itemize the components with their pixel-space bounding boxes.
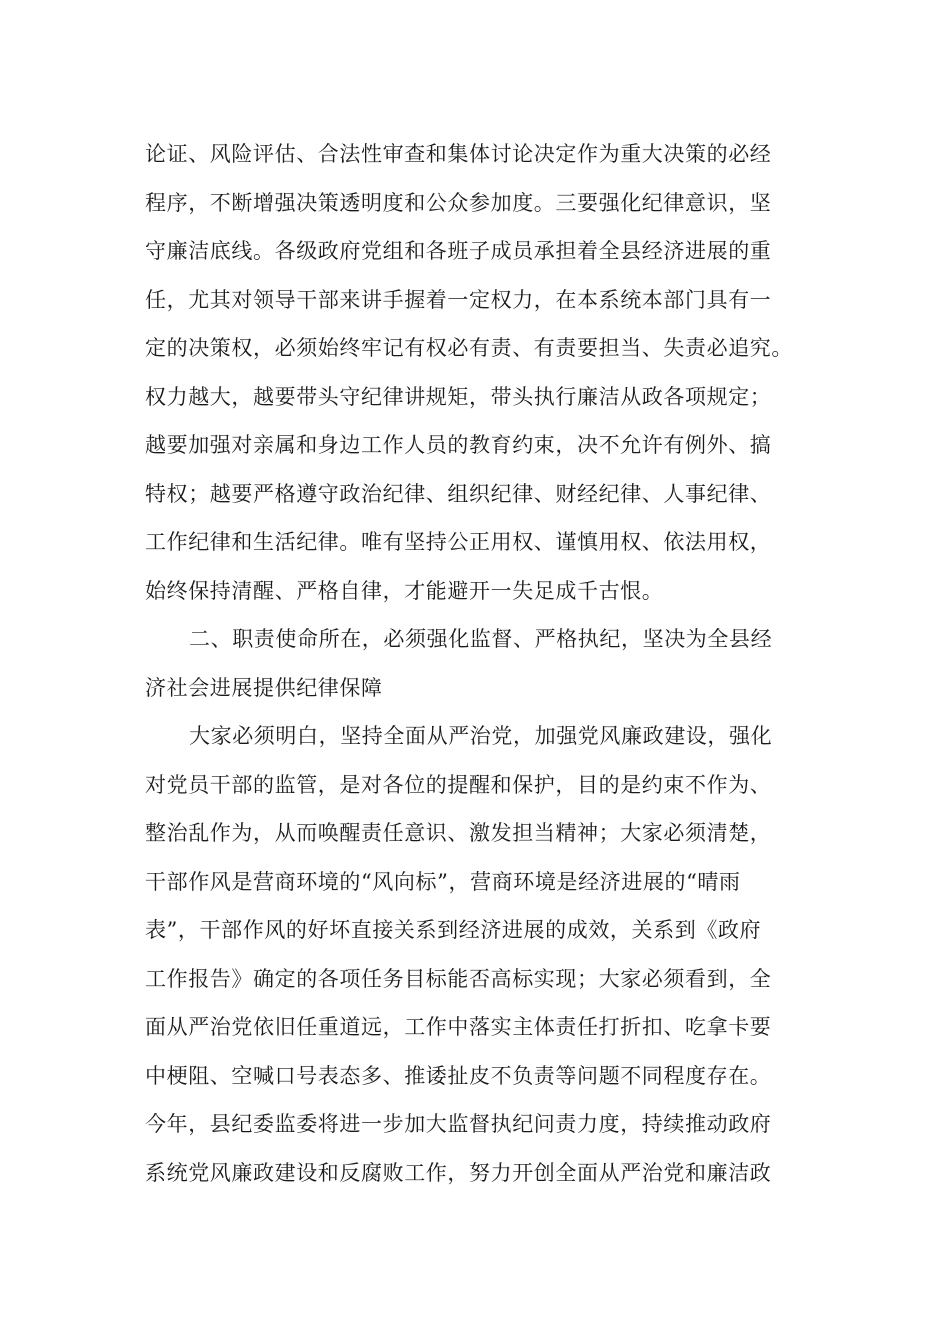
document-body xyxy=(145,130,810,1197)
text-line: 始终保持清醒、严格自律，才能避开一失足成千古恨。 xyxy=(145,578,664,603)
text-line: 工作报告》确定的各项任务目标能否高标实现；大家必须看到，全 xyxy=(145,966,772,991)
section-heading-line: 济社会进展提供纪律保障 xyxy=(145,675,383,700)
paragraph-first-line: 大家必须明白，坚持全面从严治党，加强党风廉政建设，强化 xyxy=(189,724,773,748)
text-line: 表”，干部作风的好坏直接关系到经济进展的成效，关系到《政府 xyxy=(145,918,762,942)
text-line: 定的决策权，必须始终牢记有权必有责、有责要担当、失责必追究。 xyxy=(145,336,793,360)
text-line: 对党员干部的监管，是对各位的提醒和保护，目的是约束不作为、 xyxy=(145,772,772,797)
text-line: 系统党风廉政建设和反腐败工作，努力开创全面从严治党和廉洁政 xyxy=(145,1160,772,1185)
text-line: 今年，县纪委监委将进一步加大监督执纪问责力度，持续推动政府 xyxy=(145,1112,772,1136)
text-line: 程序，不断增强决策透明度和公众参加度。三要强化纪律意识，坚 xyxy=(145,190,772,215)
section-heading-line: 二、职责使命所在，必须强化监督、严格执纪，坚决为全县经 xyxy=(189,627,773,651)
text-line: 越要加强对亲属和身边工作人员的教育约束，决不允许有例外、搞 xyxy=(145,433,772,457)
text-line: 任，尤其对领导干部来讲手握着一定权力，在本系统本部门具有一 xyxy=(145,287,772,312)
text-line: 整治乱作为，从而唤醒责任意识、激发担当精神；大家必须清楚， xyxy=(145,821,772,845)
text-line: 权力越大，越要带头守纪律讲规矩，带头执行廉洁从政各项规定； xyxy=(145,384,772,409)
text-line: 干部作风是营商环境的“风向标”，营商环境是经济进展的“晴雨 xyxy=(145,869,741,894)
text-line: 守廉洁底线。各级政府党组和各班子成员承担着全县经济进展的重 xyxy=(145,239,772,263)
text-line: 中梗阻、空喊口号表态多、推诿扯皮不负责等问题不同程度存在。 xyxy=(145,1063,772,1088)
text-line: 特权；越要严格遵守政治纪律、组织纪律、财经纪律、人事纪律、 xyxy=(145,481,772,506)
text-line: 论证、风险评估、合法性审查和集体讨论决定作为重大决策的必经 xyxy=(145,142,772,166)
text-line: 工作纪律和生活纪律。唯有坚持公正用权、谨慎用权、依法用权， xyxy=(145,530,772,554)
text-line: 面从严治党依旧任重道远，工作中落实主体责任打折扣、吃拿卡要 xyxy=(145,1015,772,1039)
